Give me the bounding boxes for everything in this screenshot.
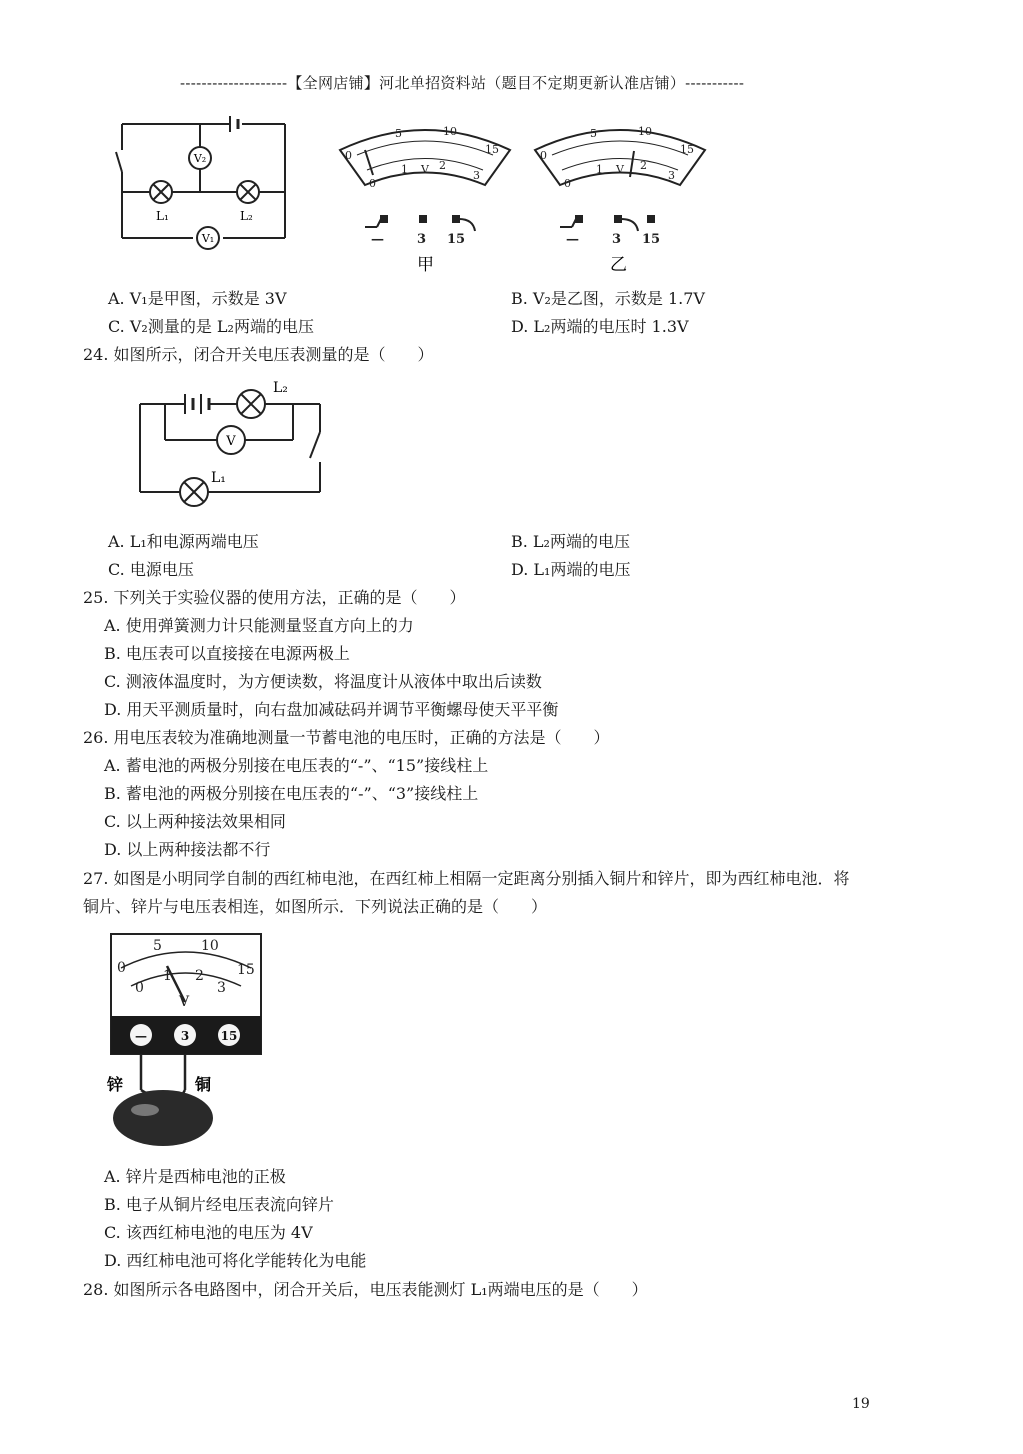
q26-option-d: D. 以上两种接法都不行 (104, 840, 271, 859)
q27-terminal-15: 15 (220, 1029, 238, 1043)
q27-bottom-1: 1 (163, 968, 172, 984)
q27-zinc-label: 锌 (107, 1075, 124, 1094)
tomato-image (113, 1090, 213, 1146)
q23-yi-unit: V (616, 163, 624, 176)
q23-jia-bottom-1: 1 (401, 163, 408, 176)
q23-yi-terminal-15: 15 (642, 232, 661, 247)
q23-yi-bottom-3: 3 (668, 169, 675, 182)
q23-option-d: D. L₂两端的电压时 1.3V (511, 317, 689, 336)
q23-jia-scale-15: 15 (485, 143, 499, 156)
q23-jia-bottom-3: 3 (473, 169, 480, 182)
q27-option-a: A. 锌片是西柿电池的正极 (104, 1167, 286, 1186)
q24-option-d: D. L₁两端的电压 (511, 560, 631, 579)
q27-copper-label: 铜 (195, 1075, 212, 1094)
q27-option-b: B. 电子从铜片经电压表流向锌片 (104, 1195, 334, 1214)
q23-v2-label: V₂ (193, 152, 207, 165)
q24-v-label: V (226, 434, 236, 449)
q26-option-c: C. 以上两种接法效果相同 (104, 812, 286, 831)
q27-option-d: D. 西红柿电池可将化学能转化为电能 (104, 1251, 367, 1270)
q27-tomato-battery-figure (105, 930, 270, 1150)
q23-jia-terminal-3: 3 (417, 232, 427, 247)
q23-meter-yi (530, 115, 710, 275)
q23-jia-terminal-15: 15 (447, 232, 466, 247)
q23-v1-label: V₁ (201, 232, 215, 245)
q27-bottom-0: 0 (135, 980, 144, 996)
q23-l2-label: L₂ (240, 209, 253, 223)
q25-option-b: B. 电压表可以直接接在电源两极上 (104, 644, 350, 663)
q23-jia-scale-5: 5 (395, 127, 402, 140)
q25-option-d: D. 用天平测质量时，向右盘加减砝码并调节平衡螺母使天平平衡 (104, 700, 559, 719)
q24-option-a: A. L₁和电源两端电压 (108, 532, 259, 551)
q27-scale-10: 10 (201, 938, 219, 954)
q26-stem: 26. 用电压表较为准确地测量一节蓄电池的电压时，正确的方法是（ ） (83, 728, 610, 747)
q24-option-c: C. 电源电压 (108, 560, 194, 579)
q23-jia-scale-10: 10 (443, 125, 457, 138)
page-header: --------------------【全网店铺】河北单招资料站（题目不定期更新认准店铺）----------- (180, 74, 745, 92)
q27-option-c: C. 该西红柿电池的电压为 4V (104, 1223, 313, 1242)
q27-bottom-2: 2 (195, 968, 204, 984)
q24-option-b: B. L₂两端的电压 (511, 532, 630, 551)
q28-stem: 28. 如图所示各电路图中，闭合开关后，电压表能测灯 L₁两端电压的是（ ） (83, 1280, 648, 1299)
q27-stem-line2: 铜片、锌片与电压表相连，如图所示．下列说法正确的是（ ） (83, 897, 548, 916)
q23-meter-jia-label: 甲 (417, 255, 434, 275)
q23-yi-bottom-1: 1 (596, 163, 603, 176)
q25-option-c: C. 测液体温度时，为方便读数，将温度计从液体中取出后读数 (104, 672, 542, 691)
q23-l1-label: L₁ (156, 209, 169, 223)
q23-yi-terminal-minus: — (566, 232, 579, 247)
q23-meter-yi-label: 乙 (610, 255, 627, 275)
q27-terminal-minus: — (135, 1029, 147, 1043)
q23-circuit-diagram (110, 110, 300, 250)
q23-jia-bottom-2: 2 (439, 159, 446, 172)
q27-unit: V (179, 994, 190, 1010)
q23-jia-unit: V (421, 163, 429, 176)
q27-scale-5: 5 (153, 938, 162, 954)
q23-yi-scale-5: 5 (590, 127, 597, 140)
q23-option-b: B. V₂是乙图，示数是 1.7V (511, 289, 705, 308)
q23-yi-scale-0: 0 (540, 149, 547, 162)
q27-terminal-3: 3 (180, 1029, 190, 1043)
q23-yi-scale-10: 10 (638, 125, 652, 138)
q26-option-a: A. 蓄电池的两极分别接在电压表的“-”、“15”接线柱上 (104, 756, 489, 775)
q27-stem-line1: 27. 如图是小明同学自制的西红柿电池，在西红柿上相隔一定距离分别插入铜片和锌片，即为西红柿电池．将 (83, 869, 850, 888)
q27-scale-15: 15 (237, 962, 255, 978)
q23-jia-scale-0: 0 (345, 149, 352, 162)
q23-jia-terminal-minus: — (371, 232, 384, 247)
q23-yi-scale-15: 15 (680, 143, 694, 156)
q23-yi-bottom-2: 2 (640, 159, 647, 172)
q24-circuit-diagram (135, 372, 335, 502)
q25-stem: 25. 下列关于实验仪器的使用方法，正确的是（ ） (83, 588, 466, 607)
q23-yi-bottom-0: 0 (564, 177, 571, 190)
q23-meter-jia (335, 115, 515, 275)
q23-option-a: A. V₁是甲图，示数是 3V (108, 289, 287, 308)
q23-option-c: C. V₂测量的是 L₂两端的电压 (108, 317, 314, 336)
page-number: 19 (852, 1396, 870, 1412)
q23-yi-terminal-3: 3 (612, 232, 622, 247)
q24-stem: 24. 如图所示，闭合开关电压表测量的是（ ） (83, 345, 434, 364)
q25-option-a: A. 使用弹簧测力计只能测量竖直方向上的力 (104, 616, 414, 635)
q27-bottom-3: 3 (217, 980, 226, 996)
q23-jia-bottom-0: 0 (369, 177, 376, 190)
q27-scale-0: 0 (117, 960, 126, 976)
q24-l1-label: L₁ (211, 470, 226, 486)
q26-option-b: B. 蓄电池的两极分别接在电压表的“-”、“3”接线柱上 (104, 784, 479, 803)
q24-l2-label: L₂ (273, 380, 288, 396)
